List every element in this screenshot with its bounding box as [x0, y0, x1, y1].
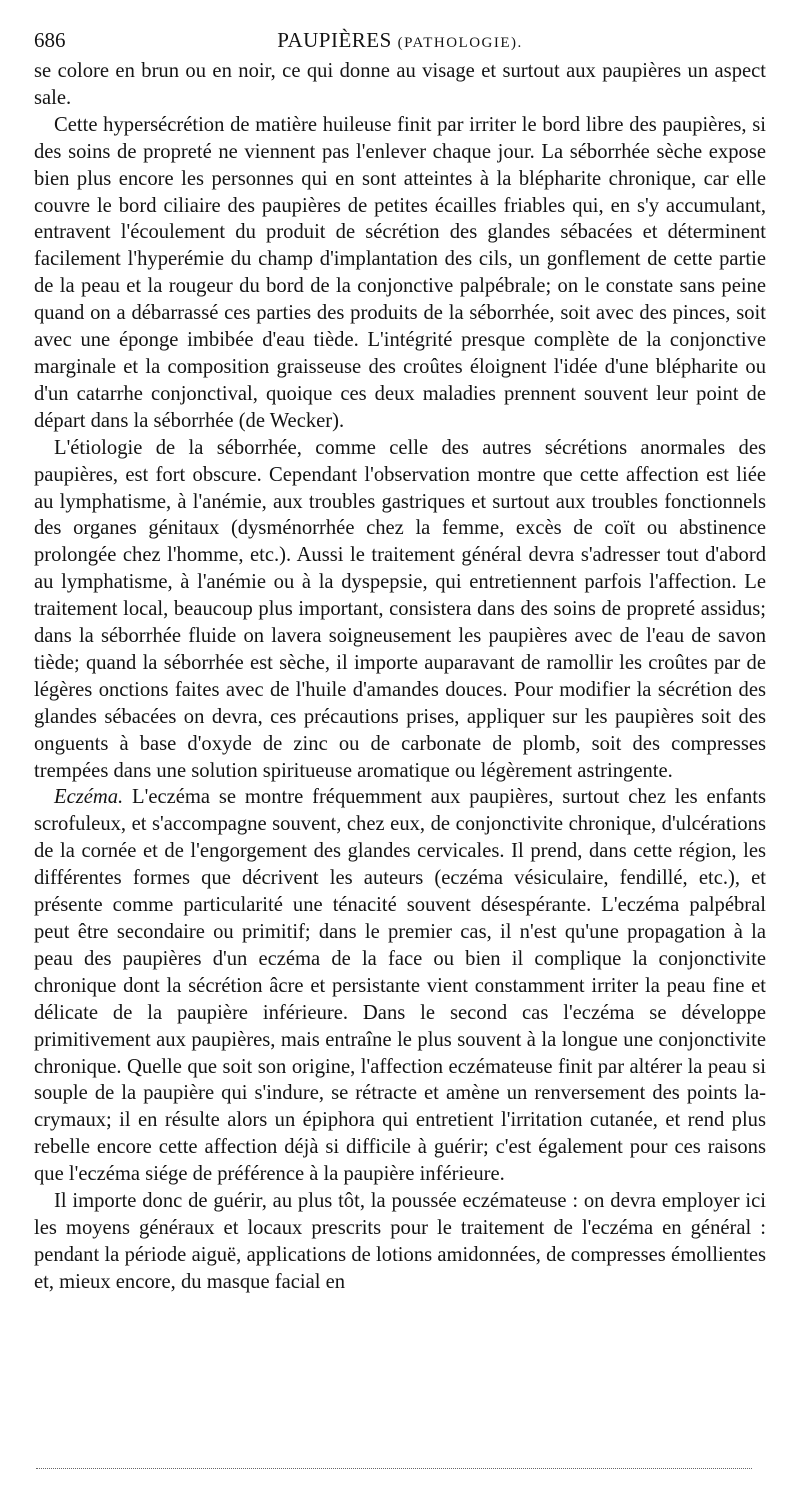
paragraph-eczema: [34, 784, 766, 1188]
running-title-main: PAUPIÈRES: [277, 28, 392, 52]
page-number: 686: [34, 28, 66, 52]
paragraph-text: se colore en brun ou en noir, ce qui donne au visage et surtout aux paupières un aspect sale.: [34, 60, 766, 109]
paragraph-etiologie: [34, 435, 766, 785]
body-text: [34, 58, 766, 1296]
running-header: [34, 28, 766, 54]
paragraph-text: Il importe donc de guérir, au plus tôt, la poussée eczémateuse : on devra employer ici les moyens généraux et locaux prescrits pour le traitement de l'eczéma en général : pendant la période aiguë, applications de lotions amidonnées, de compresses émollientes et, mieux encore, du masque facial en: [34, 1190, 766, 1293]
footer-dotted-rule: [36, 1468, 752, 1469]
running-title: [34, 28, 766, 53]
paragraph-traitement: [34, 1188, 766, 1296]
paragraph-text: L'étiologie de la séborrhée, comme celle des autres sécrétions anormales des paupières, est fort obscure. Cependant l'observation montre que cette affection est liée au lymphatisme, à l'anémie, aux troubles gastriques et surtout aux troubles fonctionnels des organes génitaux (dysménorrhée chez la femme, excès de coït ou abstinence prolongée chez l'homme, etc.). Aussi le traitement général devra s'adresser tout d'abord au lymphatisme, à l'anémie ou à la dyspepsie, qui entretiennent parfois l'affection. Le traitement local, beaucoup plus important, consistera dans des soins de propreté assidus; dans la séborrhée fluide on lavera soigneusement les paupières avec de l'eau de savon tiède; quand la séborrhée est sèche, il importe auparavant de ramollir les croûtes par de légères onctions faites avec de l'huile d'amandes douces. Pour modifier la sécrétion des glandes sébacées on devra, ces précautions prises, appliquer sur les paupières soit des onguents à base d'oxyde de zinc ou de carbonate de plomb, soit des compresses trempées dans une solution spiritueuse aromatique ou légèrement astringente.: [34, 436, 766, 782]
section-lead-eczema: Eczéma.: [54, 786, 124, 809]
paragraph-hypersecretion: [34, 112, 766, 435]
paragraph-text: Cette hypersécrétion de matière huileuse finit par irriter le bord libre des paupières, si des soins de propreté ne viennent pas l'enlever chaque jour. La séborrhée sèche expose bien plus encore les personnes qui en sont atteintes à la blépharite chronique, car elle couvre le bord ciliaire des paupières de petites écailles friables qui, en s'y accumulant, entravent l'écoulement du produit de sécrétion des glandes sébacées et déterminent facilement l'hyperémie du champ d'implantation des cils, un gonflement de cette partie de la peau et la rougeur du bord de la conjonctive palpébrale; on le constate sans peine quand on a débarrassé ces parties des produits de la séborrhée, soit avec des pinces, soit avec une éponge imbibée d'eau tiède. L'intégrité presque complète de la conjonctive marginale et la composition graisseuse des croûtes éloignent l'idée d'une blépharite ou d'un catarrhe conjonctival, quoique ces deux maladies prennent souvent leur point de départ dans la séborrhée (de Wecker).: [34, 113, 766, 432]
paragraph-text: L'eczéma se montre fréquemment aux paupières, surtout chez les enfants scrofuleux, et s'accompagne souvent, chez eux, de conjonctivite chronique, d'ulcérations de la cornée et de l'engorgement des glandes cervicales. Il prend, dans cette région, les différentes formes que décrivent les auteurs (eczéma vésiculaire, fendillé, etc.), et présente comme particularité une ténacité souvent désespérante. L'eczéma palpébral peut être secondaire ou primitif; dans le premier cas, il n'est qu'une propagation à la peau des paupières d'un eczéma de la face ou bien il complique la conjonctivite chronique dont la sécrétion âcre et persistante vient constamment irriter la peau fine et délicate de la paupière inférieure. Dans le second cas l'eczéma se développe primitivement aux paupières, mais entraîne le plus souvent à la longue une conjonctivite chronique. Quelle que soit son origine, l'affection eczémateuse finit par altérer la peau si souple de la paupière qui s'indure, se rétracte et amène un renversement des points lacrymaux; il en résulte alors un épiphora qui entretient l'irritation cutanée, et rend plus rebelle encore cette affection déjà si difficile à guérir; c'est également pour ces raisons que l'eczéma siége de préférence à la paupière inférieure.: [34, 786, 766, 1186]
running-title-subtitle: (PATHOLOGIE).: [397, 35, 523, 51]
paragraph-continuation: [34, 58, 766, 112]
document-page: [34, 28, 766, 1296]
